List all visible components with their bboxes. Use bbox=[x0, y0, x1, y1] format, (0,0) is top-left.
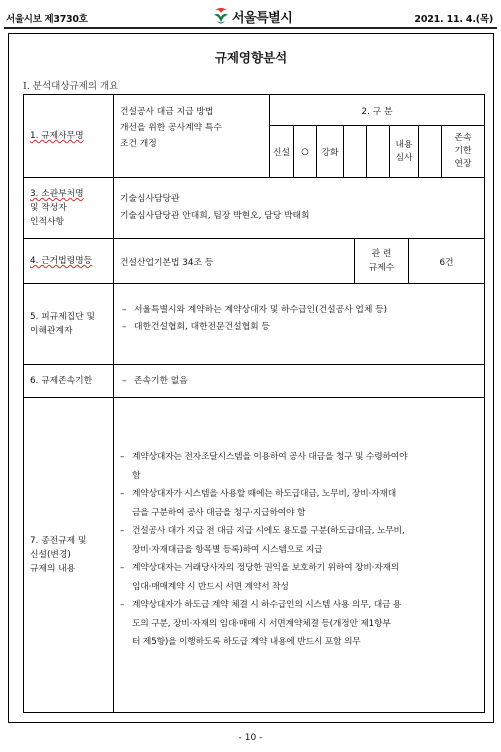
item-line: 계약상대자가 시스템을 사용할 때에는 하도급대금, 노무비, 장비·자재대 bbox=[132, 489, 397, 499]
label-line: 인적사항 bbox=[30, 217, 64, 227]
list-item: – 서울특별시와 계약하는 계약상대자 및 하수급인(건설공사 업체 등) bbox=[120, 303, 484, 318]
label-line: 3. 소관부처명 bbox=[30, 189, 84, 199]
sunset-info bbox=[114, 365, 484, 397]
list-item: – 계약상대자가 하도급 계약 체결 시 하수급인의 시스템 사용 의무, 대금 용 도의 구분, 장비·자재의 임대·매매 시 서면계약체결 등(개정안 제1항부 터 제5항)을 이행하도록 하도급 계약 내용에 반드시 포함 의무 bbox=[120, 600, 402, 647]
row-sunset bbox=[23, 364, 485, 398]
label-line: 신설(변경) bbox=[30, 550, 71, 560]
list-item: – 계약상대자는 전자조달시스템을 이용하여 공사 대금을 청구 및 수령하여야 함 bbox=[120, 452, 408, 481]
list-item: – 건설공사 대가 지급 전 대금 지급 시에도 용도를 구분(하도급대금, 노무비, 장비·자재대금을 항목별 등록)하여 시스템으로 지급 bbox=[120, 526, 405, 555]
row-stakeholders bbox=[23, 283, 485, 365]
type-extend-mark bbox=[419, 126, 441, 177]
document-title: 규제영향분석 bbox=[214, 50, 288, 65]
document-frame bbox=[8, 33, 494, 723]
content-line: 조건 개정 bbox=[120, 139, 157, 149]
seoul-logo-icon bbox=[212, 6, 230, 26]
item-line: 계약상대자는 거래당사자의 정당한 권익을 보호하기 위하여 장비·자재의 bbox=[132, 563, 400, 573]
item-line: 도의 구분, 장비·자재의 임대·매매 시 서면계약체결 등(개정안 제1항부 bbox=[132, 618, 391, 629]
stakeholders-list bbox=[114, 284, 484, 364]
seoul-logo bbox=[212, 5, 292, 27]
type-new-mark: ○ bbox=[301, 146, 309, 157]
related-regulation-label: 관 련 규제수 bbox=[368, 249, 395, 273]
row-regulation-content bbox=[23, 397, 485, 713]
type-header: 2. 구 분 bbox=[361, 106, 393, 117]
section-title: Ⅰ. 분석대상규제의 개요 bbox=[23, 81, 119, 92]
type-extend-label: 존속 기한 연장 bbox=[454, 133, 472, 169]
row-label bbox=[24, 398, 114, 712]
row-label bbox=[24, 284, 114, 364]
regulation-name bbox=[114, 95, 269, 177]
gazette-header bbox=[0, 0, 501, 30]
type-strengthen-label: 강화 bbox=[321, 148, 339, 158]
row-legal-basis bbox=[23, 238, 485, 284]
item-line: 터 제5항)을 이행하도록 하도급 계약 내용에 반드시 포함 의무 bbox=[132, 637, 361, 647]
list-item: – 계약상대자는 거래당사자의 정당한 권익을 보호하기 위하여 장비·자재의 임대·매매계약 시 반드시 서면 계약서 작성 bbox=[120, 563, 400, 592]
type-review-mark bbox=[367, 126, 389, 177]
department-info bbox=[114, 178, 484, 238]
item-line: 건설공사 대가 지급 전 대금 지급 시에도 용도를 구분(하도급대금, 노무비, bbox=[132, 526, 405, 536]
content-line: 개선을 위한 공사계약 특수 bbox=[120, 123, 222, 133]
label-line: 및 작성자 bbox=[30, 203, 67, 213]
row-label: 1. 규제사무명 bbox=[24, 95, 114, 177]
label-line: 5. 피규제집단 및 bbox=[30, 312, 95, 322]
issue-date: 2021. 11. 4.(목) bbox=[414, 14, 493, 25]
content-line: 기술심사담당관 bbox=[120, 194, 180, 204]
item-line: 금을 구분하여 공사 대금을 청구·지급하여야 함 bbox=[132, 507, 306, 518]
page-number: - 10 - bbox=[238, 733, 263, 743]
content-line: 건설공사 대금 지급 방법 bbox=[120, 107, 214, 117]
type-review-label: 내용 심사 bbox=[395, 139, 413, 163]
row-label bbox=[24, 178, 114, 238]
row-regulation-name bbox=[23, 94, 485, 178]
label-line: 7. 종전규제 및 bbox=[30, 536, 87, 546]
list-item: – 존속기한 없음 bbox=[120, 374, 188, 389]
list-item: – 계약상대자가 시스템을 사용할 때에는 하도급대금, 노무비, 장비·자재대 금을 구분하여 공사 대금을 청구·지급하여야 함 bbox=[120, 489, 397, 518]
legal-basis: 건설산업기본법 34조 등 bbox=[120, 257, 214, 268]
related-regulation-count: 6건 bbox=[439, 257, 454, 268]
logo-text: 서울특별시 bbox=[232, 10, 293, 26]
type-new-label: 신설 bbox=[273, 148, 290, 158]
list-item: – 대한건설협회, 대한전문건설협회 등 bbox=[120, 320, 484, 335]
label-line: 규제의 내용 bbox=[30, 564, 76, 574]
label-line: 이해관계자 bbox=[30, 326, 73, 336]
item-line: 장비·자재대금을 항목별 등록)하여 시스템으로 지급 bbox=[132, 544, 323, 555]
row-label: 6. 규제존속기한 bbox=[24, 365, 114, 397]
item-line: 함 bbox=[132, 470, 141, 481]
type-strengthen-mark bbox=[344, 126, 366, 177]
item-line: 계약상대자가 하도급 계약 체결 시 하수급인의 시스템 사용 의무, 대금 용 bbox=[132, 600, 402, 610]
row-department bbox=[23, 177, 485, 239]
item-line: 계약상대자는 전자조달시스템을 이용하여 공사 대금을 청구 및 수령하여야 bbox=[132, 452, 408, 462]
item-line: 임대·매매계약 시 반드시 서면 계약서 작성 bbox=[132, 581, 289, 592]
gazette-number: 서울시보 제3730호 bbox=[6, 14, 88, 25]
content-line: 기술심사담당관 안대희, 팀장 박현오, 담당 박태희 bbox=[120, 211, 310, 221]
header-rule bbox=[4, 27, 497, 29]
row-label: 4. 근거법령명등 bbox=[24, 239, 114, 283]
regulation-content-list bbox=[120, 448, 476, 652]
